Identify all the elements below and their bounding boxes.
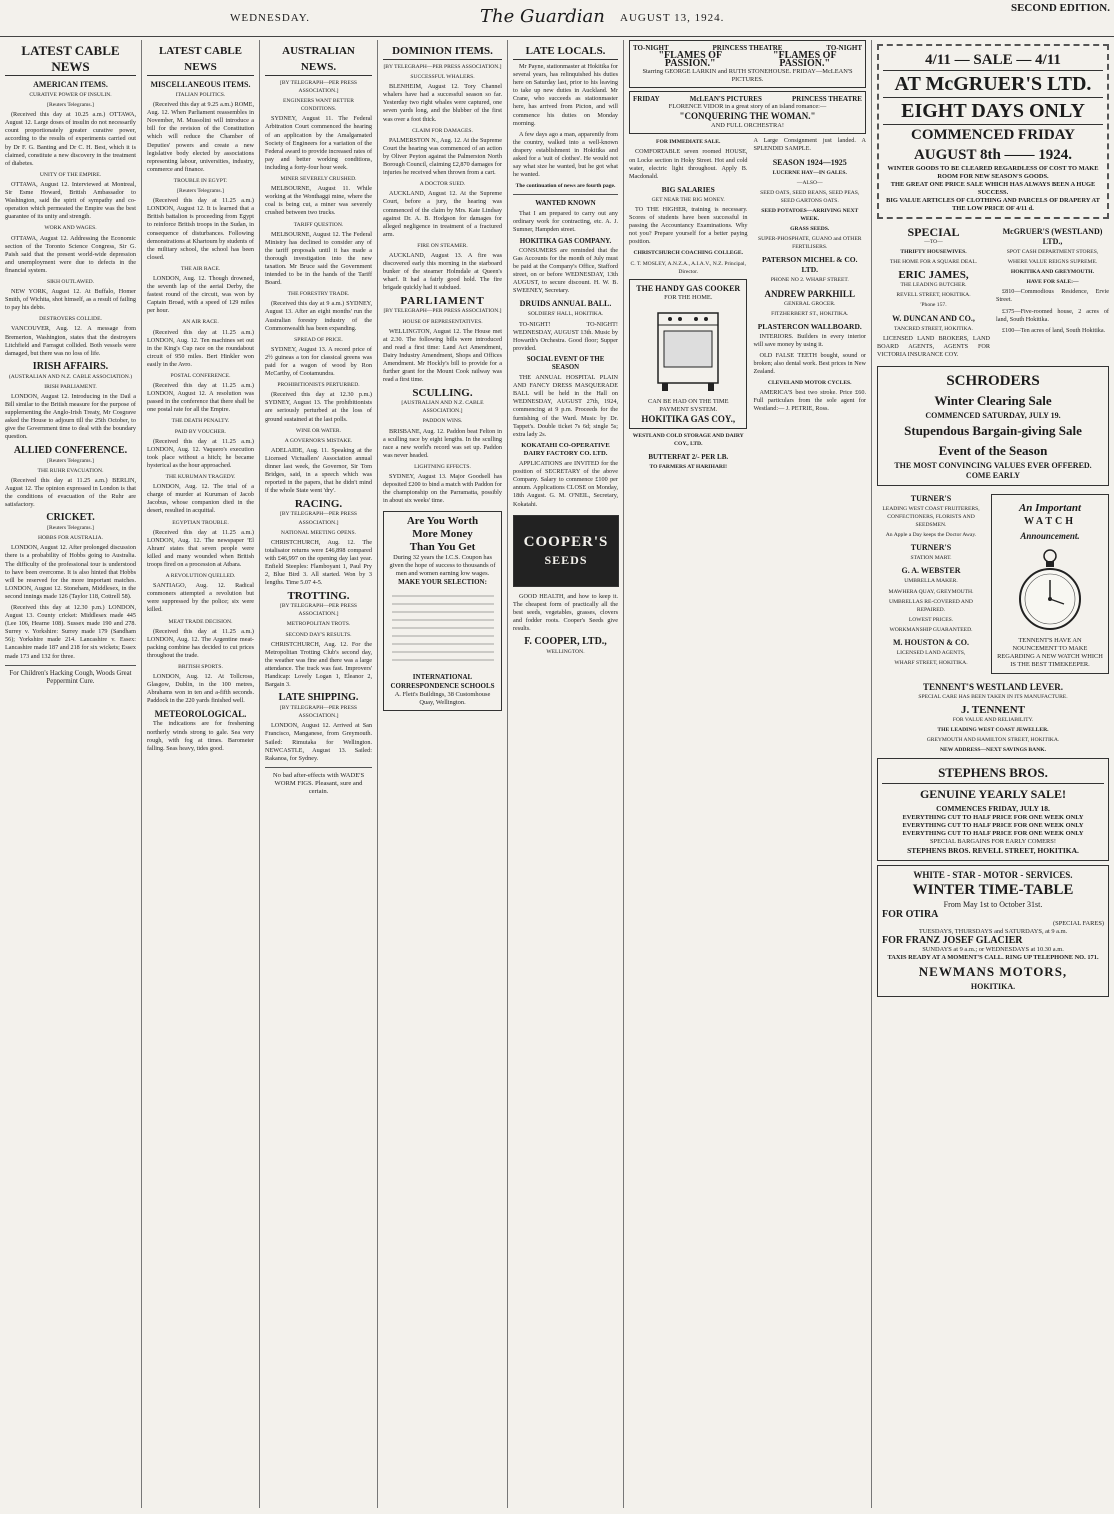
- story-title: WINE OR WATER.: [295, 427, 342, 434]
- story-credit: [Reuters Telegrams.]: [47, 457, 94, 464]
- story-body: MELBOURNE, August 12. The Federal Ministry has declined to consider any of the tariff proposals until it has made a thorough investigation into the new taxation. Mr Bruce said the Government intended to be in the hands of the Tariff Board.: [265, 230, 372, 287]
- sale-values: BIG VALUE ARTICLES OF CLOTHING AND PARCELS OF DRAPERY AT THE LOW PRICE OF 4/11 d.: [886, 197, 1100, 212]
- duncan-address: TANCRED STREET, HOKITIKA.: [894, 325, 973, 332]
- story-title: HOUSE OF REPRESENTATIVES.: [402, 318, 483, 325]
- divider: [5, 665, 136, 666]
- gas-cooker-icon: [648, 305, 728, 395]
- story-body: (Received this day at 12.30 p.m.) SYDNEY, August 13. The prohibitionists are seriously perturbed at the loss of ground sustained at the last polls.: [265, 391, 372, 423]
- mcgruer-sale-ad: [877, 44, 1109, 219]
- film-credits: Starring GEORGE LARKIN and RUTH STONEHOUSE. FRIDAY—McLEAN'S PICTURES.: [642, 68, 853, 84]
- pict-theatre: PRINCESS THEATRE: [792, 95, 862, 104]
- seed-list: SEED OATS, SEED BEANS, SEED PEAS, SEED GARTONS OATS.: [760, 189, 860, 204]
- plaster-title: PLASTERCON WALLBOARD.: [757, 321, 862, 331]
- schroders-values: THE MOST CONVINCING VALUES EVER OFFERED.: [894, 460, 1092, 470]
- lowest-prices: LOWEST PRICES.: [908, 616, 954, 623]
- webster-name: G. A. WEBSTER: [901, 566, 961, 576]
- tennent-sub: THE LEADING WEST COAST JEWELLER.: [937, 727, 1049, 734]
- sale-date: AUGUST 8th —— 1924.: [913, 147, 1073, 163]
- story-credit: [Reuters Telegrams.]: [47, 525, 94, 532]
- stephens-line: EVERYTHING CUT TO HALF PRICE FOR ONE WEEK ONLY: [902, 814, 1084, 822]
- parkhill-place: FITZHERBERT ST., HOKITIKA.: [771, 310, 849, 317]
- column-5: [508, 40, 624, 1508]
- story-title: SUCCESSFUL WHALERS.: [410, 74, 475, 81]
- pict-sub: AND FULL ORCHESTRA!: [711, 122, 784, 130]
- film-title: "FLAMES OF PASSION.": [658, 50, 723, 70]
- story-title: PROHIBITIONISTS PERTURBED.: [277, 382, 360, 389]
- ics-ad: [383, 511, 502, 711]
- story-body: LONDON, Aug. 12. At Tollcross, Glasgow, Dublin, in the 100 metres, Abrahams won in ten and a-fifth seconds. Paddock in the 220 yards finished well.: [147, 673, 254, 705]
- ad-body: GOOD HEALTH, and how to keep it. The cheapest form of practically all the best seeds, vegetables, grasses, clovers and fodder roots. Cooper's Seeds give results.: [513, 592, 618, 632]
- watch-ad: [991, 494, 1109, 674]
- turner-name: TURNER'S: [910, 493, 952, 503]
- schroders-event: Event of the Season: [938, 442, 1048, 458]
- gas-caption: CAN BE HAD ON THE TIME PAYMENT SYSTEM.: [647, 397, 729, 413]
- story-title: THE DEATH PENALTY.: [171, 418, 230, 425]
- turner-sub: LEADING WEST COAST FRUITERERS, CONFECTIONERS, FLORISTS AND SEEDSMEN.: [882, 505, 980, 529]
- col6-left: [629, 137, 747, 473]
- mcgruer-name: McGRUER'S (WESTLAND) LTD.,: [1002, 227, 1103, 246]
- ad-place: WELLINGTON.: [546, 649, 585, 656]
- sale-duration: EIGHT DAYS ONLY: [901, 100, 1085, 122]
- story-body: MELBOURNE, August 11. While working at the Wonthaggi mine, where the coal is being cut, a miner was severely crushed between two trucks.: [265, 185, 372, 217]
- story-title: A GOVERNOR'S MISTAKE.: [284, 437, 353, 444]
- story-title: WORK AND WAGES.: [44, 225, 97, 232]
- story-title: THE FORESTRY TRADE.: [287, 291, 350, 298]
- parkhill-sub: GENERAL GROCER.: [784, 300, 836, 307]
- have-for-sale: HAVE FOR SALE:—: [1026, 279, 1079, 286]
- sale-price: 4/11 — SALE — 4/11: [925, 52, 1061, 68]
- story-credit: [Reuters Telegrams.]: [47, 102, 94, 109]
- plaster-text: INTERIORS. Builders in every interior will save money by using it.: [753, 332, 866, 348]
- section-subheader: IRISH AFFAIRS.: [32, 360, 109, 372]
- property-price: £810—Commodious Residence, Ervie Street.: [996, 288, 1109, 304]
- story-title: SPREAD OF PRICE.: [294, 336, 343, 343]
- story-body: Mr Payne, stationmaster at Hokitika for several years, has relinquished his duties here on Saturday last, prior to his leaving to take up new duties in Auckland. Mr Crane, who succeeds as stationmaster here, has arrived from Picton, and will commence his duties on Monday morning.: [513, 63, 618, 127]
- film-title: "FLAMES OF PASSION.": [772, 50, 837, 70]
- college-address: C. T. MOSLEY, A.N.Z.A., A.I.A.V., N.Z. Principal, Director.: [630, 260, 746, 275]
- story-body: (Received this day at 9 a.m.) SYDNEY, August 13. After an eight months' run the Australian forestry industry of the Commonwealth has been expanding.: [265, 300, 372, 332]
- ad-title: F. COOPER, LTD.,: [524, 636, 607, 648]
- story-title: MEAT TRADE DECISION.: [168, 618, 233, 625]
- ad-body: COMFORTABLE seven roomed HOUSE, on Locke section in Hoky Street. Hot and cold water, electric light throughout. Apply B. Macdonald.: [629, 148, 748, 180]
- stephens-address: STEPHENS BROS. REVELL STREET, HOKITIKA.: [907, 846, 1079, 856]
- story-credit: [BY TELEGRAPH—PER PRESS ASSOCIATION.]: [279, 705, 358, 720]
- story-title: HOBBS FOR AUSTRALIA.: [37, 535, 104, 542]
- schroders-date: COMMENCED SATURDAY, JULY 19.: [925, 410, 1061, 420]
- story-body: LONDON, August 12. Arrived at San Francisco, Manganese, from Greymouth. Sailed: Rimutaka for Wellington. NEWCASTLE, August 13. Sailed: Rakanoa, for Sydney.: [265, 722, 372, 762]
- col7-right: [996, 223, 1109, 362]
- section-subheader: PARLIAMENT: [400, 295, 485, 308]
- seed-potatoes: SEED POTATOES—ARRIVING NEXT WEEK.: [761, 207, 859, 223]
- story-title: POSTAL CONFERENCE.: [170, 373, 231, 379]
- story-body: LONDON, August 12. After prolonged discussion there is a probability of Hobbs going to Australia. The difficulty of the professional tour is understood to have been overcome. It is also hinted that Hobbs will be reserved for the more important matches. LONDON, August 12. Stoneham, Middlesex, in the second innings made 126 (Taylor 118, Cottrell 58).: [5, 544, 136, 600]
- story-credit: [Reuters Telegrams.]: [177, 188, 224, 195]
- property-price: £375—Five-roomed house, 2 acres of land, South Hokitika.: [996, 307, 1109, 323]
- tennent-special: SPECIAL CARE HAS BEEN TAKEN IN ITS MANUFACTURE.: [918, 693, 1068, 700]
- webster-sub: UMBRELLA MAKER.: [904, 578, 958, 585]
- story-credit: [BY TELEGRAPH—PER PRESS ASSOCIATION.]: [279, 80, 358, 95]
- section-subheader: LATE SHIPPING.: [278, 692, 359, 704]
- story-body: CHRISTCHURCH, Aug. 12. For the Metropolitan Trotting Club's second day, the weather was fine and there was a large attendance. The track was fast. Improvers' Handicap: Lovely Logan 1, Eleanor 2, Bargain 3.: [265, 640, 372, 689]
- ad-body: TO THE HIGHER, training is necessary. Scores of students have been successful in passing the Accountancy Examinations. Why not you? Prepare yourself for a better paying position.: [629, 205, 748, 246]
- special-text: THRIFTY HOUSEWIVES.: [900, 249, 967, 256]
- story-title: CURATIVE POWER OF INSULIN.: [29, 92, 112, 98]
- property-price: £100—Ten acres of land, South Hokitika.: [1002, 326, 1106, 334]
- wsm-taxis: TAXIS READY AT A MOMENT'S CALL. RING UP TELEPHONE NO. 171.: [887, 954, 1099, 962]
- ics-headline-1: Are You Worth: [406, 515, 479, 528]
- masthead-day: WEDNESDAY.: [230, 12, 310, 24]
- home-line: THE HOME FOR A SQUARE DEAL.: [889, 259, 978, 266]
- wsm-otira-sub: (SPECIAL FARES): [1053, 920, 1104, 928]
- houston-address: WHARF STREET, HOKITIKA.: [894, 660, 968, 667]
- story-title: CLAIM FOR DAMAGES.: [412, 127, 473, 134]
- story-title: ITALIAN POLITICS.: [175, 92, 226, 98]
- story-body: NEW YORK, August 12. At Buffalo, Homer Smith, of Wichita, shot himself, as a result of failing to pay his debts.: [5, 288, 136, 312]
- story-title: ENGINEERS WANT BETTER CONDITIONS.: [283, 98, 354, 113]
- houston-sub: LICENSED LAND AGENTS,: [896, 649, 966, 656]
- mcgruer-sub: SPOT CASH DEPARTMENT STORES,: [1006, 249, 1099, 255]
- fertilisers: SUPER-PHOSPHATE, GUANO and OTHER FERTILISERS.: [757, 236, 862, 251]
- masthead-edition: SECOND EDITION.: [1010, 2, 1110, 14]
- ad-title: WESTLAND COLD STORAGE AND DAIRY COY., LTD.: [632, 432, 744, 447]
- story-body: LONDON, Aug. 12. Though drowned, the seventh lap of the aerial Derby, the fastest round of the circuit, was won by Captain Broad, with a speed of 129 miles per hour.: [147, 274, 254, 315]
- section-subheader: CRICKET.: [46, 512, 95, 524]
- story-body: LONDON, Aug. 12. The trial of a charge of murder at Kuruman of Jacob Jacobus, whose companion died in the desert, resulted in acquittal.: [147, 483, 254, 515]
- stephens-commences: COMMENCES FRIDAY, JULY 18.: [936, 804, 1050, 814]
- special-to: —TO—: [924, 239, 943, 245]
- wsm-franz-text: SUNDAYS at 9 a.m.; or WEDNESDAYS at 10.30 a.m.: [922, 946, 1064, 954]
- pictures-ad: [629, 91, 866, 134]
- story-body: (Received this day at 10.25 a.m.) OTTAWA, August 12. Large doses of insulin do not necessarily count proportionately greater curative power, according to the results of experiments carried out by Dr F. G. Banting and Dr C. H. Best, which it is claimed, constitute a new discovery in the treatment of diabetes.: [5, 111, 136, 167]
- column-header: LATEST CABLE NEWS: [147, 43, 254, 76]
- masthead-title: The Guardian: [480, 6, 605, 27]
- story-title: METROPOLITAN TROTS.: [286, 621, 351, 628]
- story-credit: (AUSTRALIAN AND N.Z. CABLE ASSOCIATION.): [8, 373, 133, 380]
- gas-cooker-ad: [629, 279, 747, 429]
- story-title: THE RUHR EVACUATION.: [37, 467, 104, 474]
- white-star-ad: [877, 865, 1109, 997]
- parkhill-name: ANDREW PARKHILL: [764, 288, 855, 299]
- story-title: MINER SEVERELY CRUSHED.: [280, 176, 357, 183]
- column-header: LATEST CABLE NEWS: [5, 43, 136, 76]
- stephens-line: EVERYTHING CUT TO HALF PRICE FOR ONE WEEK ONLY: [902, 830, 1084, 838]
- ad-body: A Large Consignment just landed. A SPLENDID SAMPLE.: [753, 137, 866, 153]
- pict-name: McLEAN'S PICTURES: [689, 95, 762, 104]
- section-subheader: TROTTING.: [287, 590, 350, 603]
- ad-body: That I am prepared to carry out any ordinary work for contracting, etc. A. J. Sumner, Hampden street.: [513, 209, 618, 233]
- theatre-left: TO-NIGHT: [633, 44, 669, 52]
- tennent-for: FOR VALUE AND RELIABILITY.: [952, 717, 1034, 724]
- story-body: SYDNEY, August 13. Major Goodsell has deposited £200 to bind a match with Paddon for the championship on the Parramatta, possibly in about six weeks' time.: [383, 473, 502, 505]
- column-footer-ad: For Children's Hacking Cough, Woods Great Peppermint Cure.: [9, 669, 132, 685]
- watch-word: WATCH: [1023, 515, 1077, 527]
- story-title: EGYPTIAN TROUBLE.: [172, 519, 229, 526]
- paterson-phone: PHONE NO 2. WHARF STREET.: [770, 277, 849, 284]
- umbrellas: UMBRELLAS RE-COVERED AND REPAIRED.: [889, 598, 973, 613]
- story-title: BRITISH SPORTS.: [178, 664, 223, 670]
- newmans-place: HOKITIKA.: [970, 982, 1016, 992]
- sale-clearance: WINTER GOODS TO BE CLEARED REGARDLESS OF COST TO MAKE ROOM FOR NEW SEASON'S GOODS.: [887, 165, 1099, 180]
- ad-title: WANTED KNOWN: [535, 199, 596, 208]
- story-title: SIKH OUTLAWED.: [46, 278, 95, 285]
- tennent-address: GREYMOUTH AND HAMILTON STREET, HOKITIKA.: [926, 737, 1060, 744]
- column-footer-ad: No bad after-effects with WADE'S WORM FIGS. Pleasant, sure and certain.: [272, 771, 365, 796]
- story-body: SYDNEY, August 11. The Federal Arbitration Court commenced the hearing of an application by the Amalgamated Society of Engineers for a variation of the Federal award to provide increased rates of pay and better working conditions, including a forty-four hour week.: [265, 115, 372, 171]
- story-title: FIRE ON STEAMER.: [417, 242, 468, 249]
- col6-right: [753, 137, 866, 473]
- story-body: (Received this day at 11.25 a.m.) BERLIN, August 12. The opinion expressed in London is that the conditions of evacuation of the Ruhr are satisfactory.: [5, 476, 136, 509]
- story-title: PADDON WINS.: [422, 418, 463, 425]
- story-body: SANTIAGO, Aug. 12. Radical commoners attempted a revolution but were suppressed by the police; six were killed.: [147, 582, 254, 614]
- schroders-stupendous: Stupendous Bargain-giving Sale: [904, 422, 1082, 438]
- divider: [513, 194, 618, 195]
- wsm-timetable: WINTER TIME-TABLE: [912, 882, 1074, 899]
- story-body: The indications are for freshening northerly winds strong to gale. Sea very rough, with fog at times. Barometer falling. Seas heavy, tides good.: [147, 720, 254, 752]
- story-title: LIGHTNING EFFECTS.: [414, 463, 471, 470]
- stephens-ad: [877, 758, 1109, 861]
- schroders-winter: Winter Clearing Sale: [934, 392, 1052, 408]
- col7-left: [877, 223, 990, 362]
- butterfat-price: BUTTERFAT 2/- PER LB.: [648, 452, 729, 461]
- story-title: UNITY OF THE EMPIRE.: [39, 171, 102, 178]
- story-body: CHRISTCHURCH, Aug. 12. The totalisator returns were £46,898 compared with £46,997 on the opening day last year. Enfield Steeples: Flamboyant 1, Paul Pry 2, Blue Bird 3. All started. Won by 3 lengths. Time 5.07 4-5.: [265, 538, 372, 587]
- ics-footer: INTERNATIONAL CORRESPONDENCE SCHOOLS: [390, 673, 495, 691]
- story-body: (Received this day at 11.25 a.m.) LONDON, Aug. 12. The newspaper 'El Ahram' states that seven people were killed and many wounded when British troops fired on a procession at Atbara.: [147, 528, 254, 568]
- grass-seeds: GRASS SEEDS.: [790, 226, 830, 233]
- story-credit: [BY TELEGRAPH—PER PRESS ASSOCIATION.]: [279, 511, 358, 526]
- ad-body: APPLICATIONS are INVITED for the position of SECRETARY of the above Company. Salary to commence £100 per annum. Applications CLOSE on Monday, 18th August. G. M. O'NEIL, Secretary, Kokatahi.: [513, 460, 618, 508]
- story-body: (Received this day at 11.25 a.m.) LONDON, August 12. A resolution was passed in the conference that there shall be one postal rate for all the Empire.: [147, 382, 254, 414]
- stephens-genuine: GENUINE YEARLY SALE!: [919, 787, 1067, 802]
- ad-title: KOKATAHI CO-OPERATIVE DAIRY FACTORY CO. LTD.: [521, 441, 610, 457]
- section-subheader: AMERICAN ITEMS.: [33, 80, 108, 89]
- college-name: CHRISTCHURCH COACHING COLLEGE.: [633, 250, 744, 257]
- story-body: BRISBANE, Aug. 12. Paddon beat Felton in a sculling race by eight lengths. In the sculling race a new world's record was set up. Paddon was never headed.: [383, 427, 502, 459]
- eric-address: REVELL STREET, HOKITIKA.: [896, 292, 971, 299]
- story-body: SYDNEY, August 13. A record price of 2½ guineas a ton for classical greens was paid for a wagon of wood by Ron McCarthy, of Cootamundra.: [265, 345, 372, 378]
- mcgruer-place: HOKITIKA AND GREYMOUTH.: [1010, 269, 1095, 276]
- ad-body: THE ANNUAL HOSPITAL PLAIN AND FANCY DRESS MASQUERADE BALL will be held in the Hall on WEDNESDAY, AUGUST 27th, 1924, commencing at 9 p.m. Proceeds for the furnishing of the Ward. Music by Dr. Tappet's. Double ticket 7s 6d; single 5s; extra lady 2s.: [513, 374, 618, 438]
- story-note: The continuation of news are fourth page.: [515, 183, 616, 190]
- eric-phone: 'Phone 157.: [920, 302, 947, 309]
- ics-address: A. Flett's Buildings, 38 Customhouse Quay, Wellington.: [394, 691, 491, 707]
- ad-title: HOKITIKA GAS COMPANY.: [519, 236, 612, 245]
- gas-sub: FOR THE HOME.: [664, 293, 713, 301]
- story-body: LONDON, August 12. Introducing in the Dail a Bill similar to the British measure for the purpose of supplementing the Anglo-Irish Treaty, Mr Cosgrave asked the House to adjourn till the 25th October, to give the Government time to deal with the boundary question.: [5, 393, 136, 441]
- ad-title: FOR IMMEDIATE SALE.: [656, 139, 721, 146]
- story-title: THE AIR RACE.: [180, 265, 221, 272]
- divider: [265, 767, 372, 768]
- cleveland-title: CLEVELAND MOTOR CYCLES.: [767, 380, 852, 387]
- ics-select: MAKE YOUR SELECTION:: [398, 578, 487, 587]
- story-title: A REVOLUTION QUELLED.: [165, 573, 236, 580]
- story-body: OTTAWA, August 12. Interviewed at Montreal, Sir Esme Howard, British Ambassador to Washington, said the spirit of sympathy and co-operation which permeated the Empire was the best guarantee of its unity and strength.: [5, 180, 136, 221]
- stephens-bargains: SPECIAL BARGAINS FOR EARLY COMERS!: [929, 838, 1056, 846]
- column-6: [624, 40, 872, 1508]
- column-7: [872, 40, 1114, 1508]
- story-title: TARIFF QUESTION.: [293, 221, 344, 228]
- wsm-otira: FOR OTIRA: [882, 909, 939, 921]
- schroders-come: COME EARLY: [965, 470, 1021, 480]
- coopers-seeds-logo: [513, 515, 619, 587]
- gas-company: HOKITIKA GAS COY.,: [641, 413, 736, 424]
- story-body: ADELAIDE, Aug. 11. Speaking at the Licensed Victuallers' Association annual dinner last week, the Governor, Sir Tom Bridges, said, in a speech which was reported in the papers, that he didn't mind if the whole State went 'dry'.: [265, 446, 372, 495]
- newmans-name: NEWMANS MOTORS,: [918, 964, 1068, 980]
- column-1: [0, 40, 142, 1508]
- masthead: [0, 0, 1114, 37]
- story-body: PALMERSTON N., Aug. 12. At the Supreme Court the hearing was commenced of an action by Oliver Peyton against the Palmerston North Borough Council, claiming £2,870 damages for injuries he received when thrown from a cart.: [383, 136, 502, 177]
- story-title: DESTROYERS COLLIDE.: [39, 316, 102, 323]
- workmanship: WORKMANSHIP GUARANTEED.: [889, 626, 973, 633]
- theatre-ad: [629, 40, 866, 88]
- story-title: AN AIR RACE.: [182, 319, 219, 326]
- ad-title: DRUIDS ANNUAL BALL.: [519, 299, 612, 309]
- story-title: THE KURUMAN TRAGEDY.: [165, 474, 236, 481]
- logo-text-2: SEEDS: [544, 552, 588, 567]
- story-credit: [BY TELEGRAPH—PER PRESS ASSOCIATION.]: [279, 603, 358, 618]
- ad-title: SOCIAL EVENT OF THE SEASON: [526, 355, 605, 371]
- watch-important: An Important: [1018, 501, 1082, 514]
- ad-separator: —ALSO—: [796, 179, 823, 186]
- ad-title: TO FARMERS AT HARIHARI!: [649, 463, 727, 470]
- story-body: (Received this day at 11.25 a.m.) LONDON, August 12. It is learned that a British battalion is proceeding from Egypt to reinforce British troops in the Sudan, in consequence of disturbances. Following demonstrations at Khartoum by students of the military school, the school has been closed.: [147, 197, 254, 261]
- section-subheader: MISCELLANEOUS ITEMS.: [150, 80, 251, 89]
- webster-address: MAWHERA QUAY, GREYMOUTH.: [888, 588, 974, 595]
- column-3: [260, 40, 378, 1508]
- eric-james: ERIC JAMES,: [898, 269, 969, 282]
- section-subheader: METEOROLOGICAL.: [154, 709, 247, 720]
- ics-headline-2: More Money: [412, 528, 473, 541]
- wsm-franz: FOR FRANZ JOSEF GLACIER: [882, 935, 1023, 947]
- tennent-new-address: NEW ADDRESS—NEXT SAVINGS BANK.: [939, 747, 1046, 754]
- ad-body: TO-NIGHT! TO-NIGHT! WEDNESDAY, AUGUST 13th. Music by Howarth's Orchestra. Good floor; Supper provided.: [513, 320, 618, 352]
- paterson-name: PATERSON MICHEL & CO. LTD.: [761, 255, 858, 275]
- ics-fine-print: During 32 years the I.C.S. Coupon has given the hope of success to thousands of men and women earning low wages.: [389, 554, 496, 578]
- ad-subtitle: LUCERNE HAY—IN GALES.: [772, 169, 847, 176]
- story-title: TROUBLE IN EGYPT.: [173, 177, 228, 184]
- section-subheader: ALLIED CONFERENCE.: [13, 444, 128, 456]
- mcgruer-sub2: WHERE VALUE REIGNS SUPREME.: [1007, 259, 1098, 266]
- story-title: PAID BY VOUCHER.: [174, 428, 227, 435]
- houston-name: M. HOUSTON & CO.: [892, 637, 970, 647]
- theatre-right: TO-NIGHT: [826, 44, 862, 52]
- ad-subtitle: GET NEAR THE BIG MONEY.: [651, 196, 725, 203]
- story-body: (Received this day at 11.25 a.m.) LONDON, Aug. 12. Ten machines set out in the King's Cup race on the roundabout circuit of 950 miles. Bert Hinkler won easily in the Avro.: [147, 328, 254, 368]
- column-header: AUSTRALIAN NEWS.: [265, 43, 372, 76]
- watch-text: TENNENT'S HAVE AN NOUNCEMENT TO MAKE REGARDING A NEW WATCH WHICH IS THE BEST TIMEKEEPER.: [997, 636, 1103, 668]
- stephens-name: STEPHENS BROS.: [882, 763, 1104, 784]
- story-body: (Received this day at 11.25 a.m.) LONDON, Aug. 12. The Argentine meat-packing combine has decided to cut prices throughout the trade.: [147, 627, 254, 659]
- turner-station: STATION MART.: [910, 555, 952, 562]
- ad-body: CONSUMERS are reminded that the Gas Accounts for the month of July must be paid at the Company's Office, Stafford street, on or before WEDNESDAY, 13th AUGUST, to secure discount. H. W. B. SWEENEY, Secretary.: [513, 246, 618, 295]
- tennent-lever: TENNENT'S WESTLAND LEVER.: [922, 681, 1064, 692]
- column-header: DOMINION ITEMS.: [383, 43, 502, 60]
- story-body: (Received this day at 9.25 a.m.) ROME, Aug. 12. When Parliament reassembles in November, M. Mussolini will introduce a bill for the revision of the Constitution which will reduce the Chamber of Deputies' powers and create a new legislative body elected by associations representing labour, universities, industry, commerce and finance.: [147, 101, 254, 173]
- masthead-date: AUGUST 13, 1924.: [620, 12, 725, 24]
- duncan-name: W. DUNCAN AND CO.,: [892, 313, 975, 323]
- schroders-ad: [877, 366, 1109, 486]
- col7-left-2: [877, 490, 985, 678]
- dentist-text: OLD FALSE TEETH bought, sound or broken; also dental work. Best prices in New Zealand.: [753, 351, 866, 376]
- story-credit: [BY TELEGRAPH—PER PRESS ASSOCIATION.]: [383, 64, 502, 70]
- story-body: (Received this day at 11.25 a.m.) LONDON, Aug. 12. Vaquero's execution took place without a hitch; he became hysterical as the hour approached.: [147, 437, 254, 469]
- tennent-name: J. TENNENT: [961, 704, 1025, 717]
- ad-title: BIG SALARIES: [661, 184, 715, 194]
- stephens-line: EVERYTHING CUT TO HALF PRICE FOR ONE WEEK ONLY: [902, 822, 1084, 830]
- story-body: VANCOUVER, Aug. 12. A message from Bremerton, Washington, states that the destroyers Litchfield and Farragut collided. Both vessels were damaged, but there was no loss of life.: [5, 325, 136, 357]
- eric-sub: THE LEADING BUTCHER.: [900, 282, 967, 289]
- story-body: WELLINGTON, August 12. The House met at 2.30. The following bills were introduced and read a first time: Land Act Amendment, Dairy Industry Amendment, Shops and Offices Amendment. Mr Hockly's bill to provide for a further grant for the Mount Cook railway was read a first time.: [383, 327, 502, 384]
- story-title: IRISH PARLIAMENT.: [44, 383, 97, 390]
- story-title: NATIONAL MEETING OPENS.: [280, 529, 357, 536]
- story-body: A few days ago a man, apparently from the country, walked into a well-known drapery establishment in Hokitika and asked for a 'suit of clothes'. He would not say what size he wanted, but he got what he wanted.: [513, 130, 618, 179]
- story-title: A DOCTOR SUED.: [419, 181, 466, 188]
- story-credit: [AUSTRALIAN AND N.Z. CABLE ASSOCIATION.]: [401, 400, 484, 415]
- story-body: AUCKLAND, August 13. A fire was discovered early this morning in the starboard bunker of the steamer Holmdale at Queen's wharf. It had a fairly good hold. The fire brigade quickly had it subdued.: [383, 251, 502, 292]
- cleveland-text: AMERICA'S best two stroke. Price £60. Full particulars from the sole agent for Westland:— J. PETRIE, Ross.: [753, 389, 866, 413]
- schroders-name: SCHRODERS: [946, 372, 1040, 389]
- logo-text-1: COOPER'S: [523, 533, 609, 550]
- sale-one-price: THE GREAT ONE PRICE SALE WHICH HAS ALWAYS BEEN A HUGE SUCCESS.: [890, 181, 1096, 196]
- ad-subtitle: SOLDIERS' HALL, HOKITIKA.: [527, 311, 604, 318]
- column-header: LATE LOCALS.: [513, 43, 618, 60]
- wsm-from: From May 1st to October 31st.: [943, 900, 1043, 910]
- sale-commenced: COMMENCED FRIDAY: [883, 124, 1103, 145]
- watch-announcement: Announcement.: [1020, 530, 1080, 541]
- coupon-lines-icon: [388, 590, 498, 670]
- pict-day: FRIDAY: [633, 95, 660, 104]
- story-body: AUCKLAND, August 12. At the Supreme Court, before a jury, the hearing was commenced of the claim by Mrs. Kate Lindsay against Dr. A. B. Hodgson for damages for alleged negligence in treatment of a fractured arm.: [383, 190, 502, 238]
- wsm-title: WHITE - STAR - MOTOR - SERVICES.: [913, 870, 1073, 881]
- duncan-text: LICENSED LAND BROKERS, LAND BOARD AGENTS, AGENTS FOR VICTORIA INSURANCE COY.: [877, 334, 990, 358]
- pocket-watch-icon: [1015, 544, 1085, 634]
- theatre-title: PRINCESS THEATRE: [712, 44, 783, 52]
- apple-line: An Apple a Day keeps the Doctor Away.: [885, 532, 977, 539]
- gas-title: THE HANDY GAS COOKER: [636, 283, 741, 293]
- column-4: [378, 40, 508, 1508]
- column-2: [142, 40, 260, 1508]
- story-credit: [BY TELEGRAPH—PER PRESS ASSOCIATION.]: [383, 308, 502, 315]
- wsm-otira-text: TUESDAYS, THURSDAYS and SATURDAYS, at 9 a.m.: [918, 928, 1068, 936]
- film-title: "CONQUERING THE WOMAN.": [679, 111, 816, 122]
- turner-phone: TURNER'S: [910, 543, 952, 553]
- pict-text: FLORENCE VIDOR in a great story of an island romance:—: [668, 103, 827, 111]
- story-body: (Received this day at 12.30 p.m.) LONDON, August 13. County cricket: Middlesex made 445 (Lee 106, Hearne 108). Sussex made 190 and 278. Surrey v. Yorkshire: Surrey made 179 (Sandham 56); Yorkshire made 214. Lancashire v. Essex: Lancashire made 187 and 218 for six wickets; Essex made 173 and 132 for three.: [5, 603, 136, 660]
- ics-headline-3: Than You Get: [409, 541, 476, 554]
- story-title: SECOND DAY'S RESULTS.: [285, 631, 352, 638]
- sale-store: AT McGRUER'S LTD.: [883, 70, 1103, 98]
- ad-title: SEASON 1924—1925: [772, 157, 847, 167]
- story-body: OTTAWA, August 12. Addressing the Economic section of the Toronto Science Congress, Sir G. Paish said that the present world-wide depression and unemployment were due to defects in the financial system.: [5, 234, 136, 274]
- special-title: SPECIAL: [907, 225, 960, 239]
- section-subheader: RACING.: [294, 498, 343, 511]
- story-body: BLENHEIM, August 12. Tory Channel whalers have had a successful season so far. Yesterday two right whales were captured, one seven yards long, and the blubber of the first was over a foot thick.: [383, 83, 502, 123]
- section-subheader: SCULLING.: [412, 387, 473, 400]
